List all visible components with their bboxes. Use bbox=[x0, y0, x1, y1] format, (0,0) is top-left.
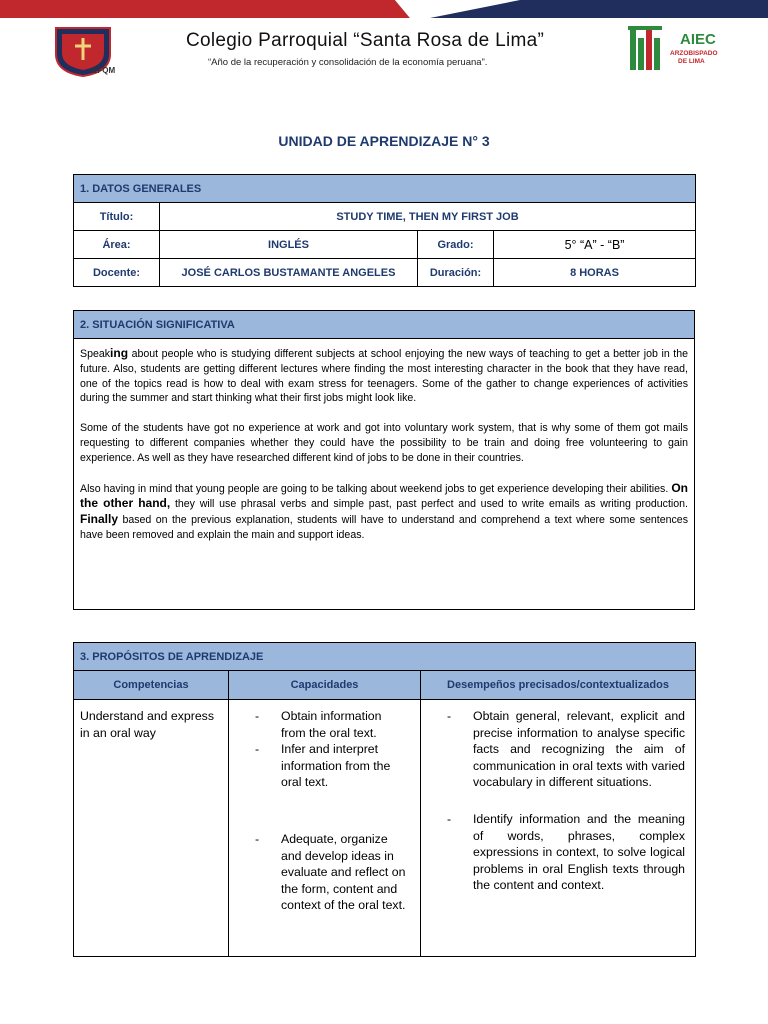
purposes-table bbox=[73, 642, 696, 957]
docente-value: JOSÉ CARLOS BUSTAMANTE ANGELES bbox=[160, 259, 418, 287]
titulo-value: STUDY TIME, THEN MY FIRST JOB bbox=[160, 203, 696, 231]
situation-paragraph-1: Speaking about people who is studying different subjects at school enjoying the new ways of teaching to get a better job in the future. Also, students are getting different lectures where finding the most interesting character in the book that they have read, one of the topics read is how to deal with exam stress for teenagers. Some of the gather to change experiences of activities during the summer and start thinking what their first jobs might look like. bbox=[80, 346, 688, 405]
capacidades-cell bbox=[229, 700, 421, 957]
duracion-value: 8 HORAS bbox=[494, 259, 696, 287]
desempenos-cell bbox=[421, 700, 696, 957]
situation-paragraph-3: Also having in mind that young people are going to be talking about weekend jobs to get experience developing their abilities. On the other hand, they will use phrasal verbs and simple past, past perfect and used to write emails as writing production. Finally based on the previous explanation, students will have to understand and comprehend a text where some sentences have been removed and explain the main and support ideas. bbox=[80, 480, 688, 541]
duracion-label: Duración: bbox=[418, 259, 494, 287]
efqm-label: EFQM bbox=[92, 66, 116, 75]
desempeno-item: - Identify information and the meaning of words, phrases, complex expressions in context, to solve logical problems in oral English texts through the content and context. bbox=[427, 811, 685, 894]
capacidad-item: - Adequate, organize and develop ideas in evaluate and reflect on the form, content and context of the oral text. bbox=[235, 831, 406, 914]
page-title: UNIDAD DE APRENDIZAJE N° 3 bbox=[278, 133, 490, 149]
aiec-sub1: ARZOBISPADO bbox=[670, 50, 718, 57]
docente-label: Docente: bbox=[74, 259, 160, 287]
situation-paragraph-2: Some of the students have got no experience at work and got into voluntary work system, that is why some of them got mails requesting to different companies whether they could have the possibility to be train and doing free volunteering to gain experience. As well as they have researched different kind of jobs to be done in their countries. bbox=[80, 422, 688, 464]
col-competencias: Competencias bbox=[74, 671, 229, 700]
capacidad-item: - Obtain information from the oral text. bbox=[235, 708, 406, 741]
school-name: Colegio Parroquial “Santa Rosa de Lima” bbox=[186, 30, 545, 51]
aiec-label: AIEC bbox=[680, 31, 716, 48]
competencia-cell: Understand and express in an oral way bbox=[74, 700, 229, 957]
situation-body bbox=[74, 339, 695, 610]
situation-table bbox=[73, 310, 695, 610]
area-value: INGLÉS bbox=[160, 231, 418, 259]
situation-heading: 2. SITUACIÓN SIGNIFICATIVA bbox=[74, 311, 695, 339]
col-capacidades: Capacidades bbox=[229, 671, 421, 700]
col-desempenos: Desempeños precisados/contextualizados bbox=[421, 671, 696, 700]
header-decorative-band bbox=[0, 0, 768, 18]
desempeno-item: - Obtain general, relevant, explicit and precise information to analyse specific facts and recognizing the aim of communication in oral texts with varied vocabulary in different situations. bbox=[427, 708, 685, 791]
general-heading: 1. DATOS GENERALES bbox=[74, 175, 696, 203]
grado-value: 5° “A” - “B” bbox=[494, 231, 696, 259]
aiec-sub2: DE LIMA bbox=[678, 58, 705, 65]
purposes-heading: 3. PROPÓSITOS DE APRENDIZAJE bbox=[74, 643, 696, 671]
area-label: Área: bbox=[74, 231, 160, 259]
school-motto: “Año de la recuperación y consolidación de la economía peruana”. bbox=[208, 57, 488, 68]
titulo-label: Título: bbox=[74, 203, 160, 231]
aiec-logo bbox=[628, 24, 738, 74]
capacidad-item: - Infer and interpret information from the oral text. bbox=[235, 741, 406, 791]
grado-label: Grado: bbox=[418, 231, 494, 259]
general-data-table bbox=[73, 174, 696, 287]
